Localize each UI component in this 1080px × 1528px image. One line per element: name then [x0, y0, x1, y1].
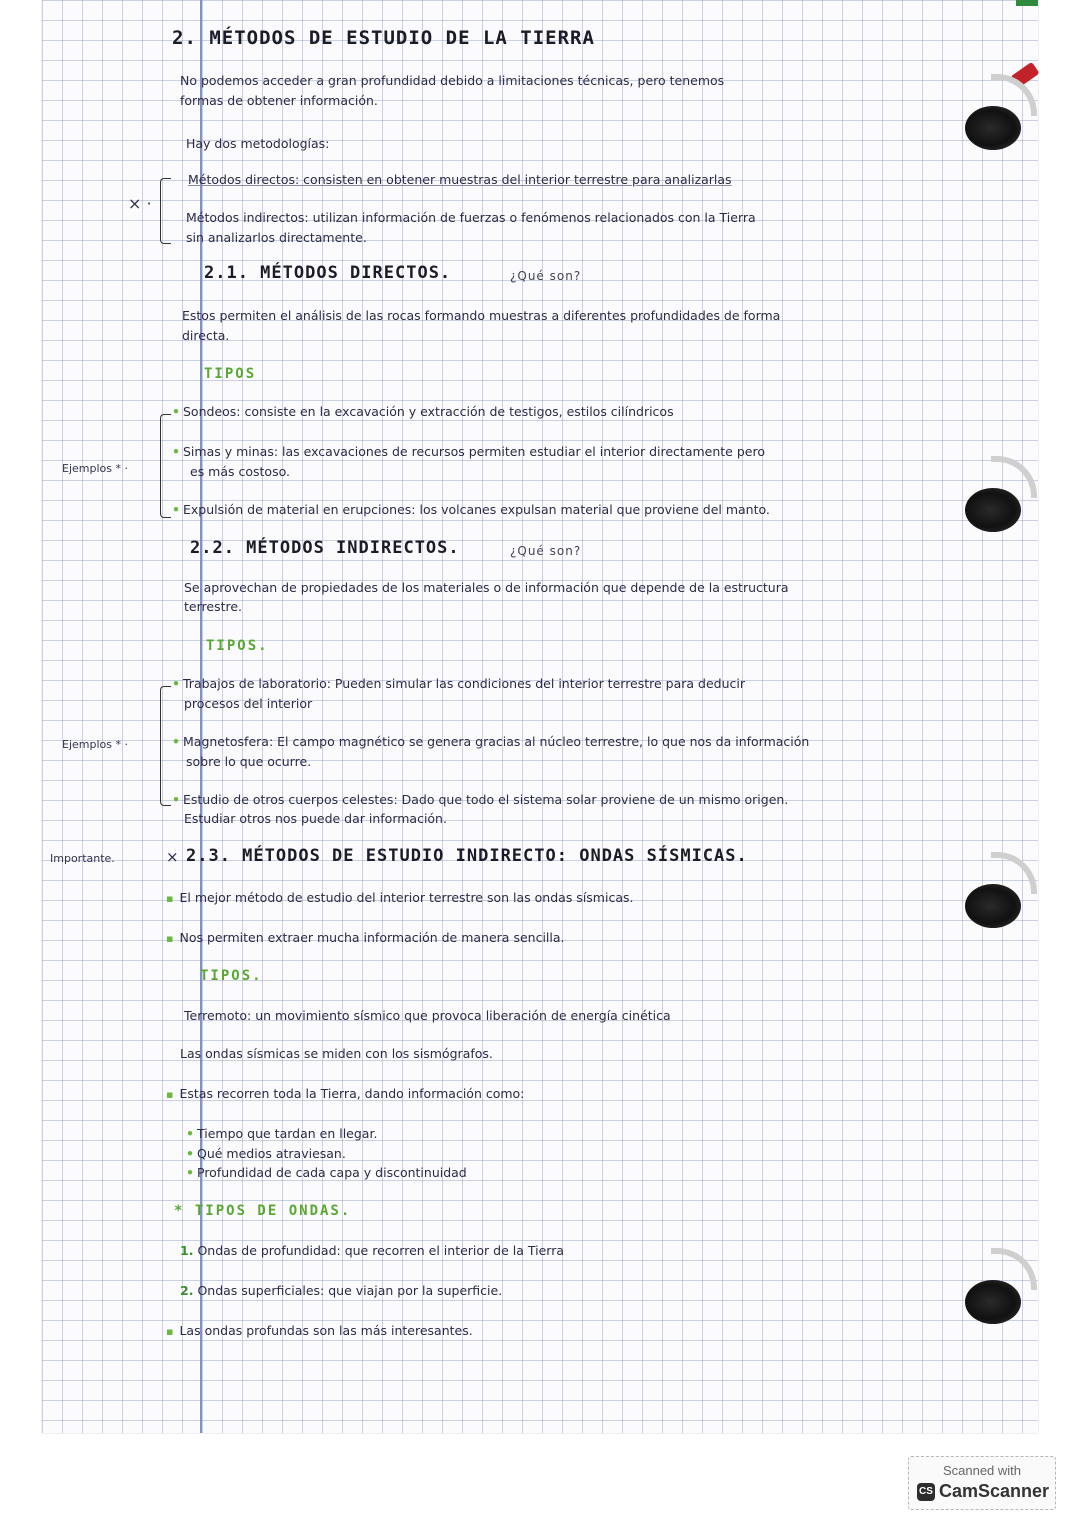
intro-line: No podemos acceder a gran profundidad debido a limitaciones técnicas, pero tenemos [180, 73, 725, 88]
margin-mark: × [166, 848, 179, 866]
definition: Terremoto: un movimiento sísmico que provoca liberación de energía cinética [184, 1008, 671, 1023]
stamp-brand: CamScanner [939, 1481, 1050, 1501]
page-title: 2. MÉTODOS DE ESTUDIO DE LA TIERRA [172, 27, 595, 49]
list-item: ▪ Estas recorren toda la Tierra, dando información como: [166, 1086, 524, 1103]
info-item: • Qué medios atraviesan. [186, 1146, 346, 1162]
wave-type [180, 1243, 564, 1259]
list-item: sobre lo que ocurre. [186, 754, 312, 769]
info-item: • Tiempo que tardan en llegar. [186, 1126, 377, 1142]
list-item: ▪ Las ondas profundas son las más interesantes. [166, 1323, 473, 1340]
section-question: ¿Qué son? [510, 269, 582, 283]
camscanner-stamp [908, 1456, 1056, 1510]
bracket [160, 414, 171, 518]
section-description: Se aprovechan de propiedades de los materiales o de información que depende de la estructura [184, 580, 789, 595]
binder-ring [965, 488, 1021, 532]
tipos-ondas-label: * TIPOS DE ONDAS. [174, 1203, 352, 1219]
bracket [160, 686, 171, 806]
statement: Las ondas sísmicas se miden con los sismógrafos. [180, 1046, 493, 1061]
camscanner-logo-icon: CS [917, 1483, 935, 1501]
section-heading: 2.1. MÉTODOS DIRECTOS. [204, 263, 452, 283]
wave-type [180, 1283, 502, 1299]
margin-mark: Ejemplos * · [62, 738, 128, 751]
indirect-methods-definition: sin analizarlos directamente. [186, 230, 367, 245]
tipos-label: TIPOS. [200, 968, 263, 984]
margin-mark: Ejemplos * · [62, 462, 128, 475]
wave-number: 1. [180, 1243, 194, 1258]
section-description: directa. [182, 328, 230, 343]
binder-clip [1016, 0, 1038, 6]
wave-description: Ondas de profundidad: que recorren el interior de la Tierra [197, 1243, 564, 1258]
section-question: ¿Qué son? [510, 544, 582, 558]
bracket [160, 178, 171, 244]
section-heading: 2.2. MÉTODOS INDIRECTOS. [190, 538, 460, 558]
margin-mark: × · [128, 194, 152, 213]
methodologies-intro: Hay dos metodologías: [186, 136, 330, 151]
section-heading: 2.3. MÉTODOS DE ESTUDIO INDIRECTO: ONDAS SÍSMICAS. [186, 846, 748, 866]
section-description: Estos permiten el análisis de las rocas formando muestras a diferentes profundidades de forma [182, 308, 781, 323]
binder-ring [965, 884, 1021, 928]
info-item: • Profundidad de cada capa y discontinuidad [186, 1165, 467, 1181]
list-item: • Simas y minas: las excavaciones de recursos permiten estudiar el interior directamente pero [172, 444, 765, 460]
tipos-label: TIPOS [204, 366, 257, 382]
binder-ring [965, 106, 1021, 150]
list-item: • Sondeos: consiste en la excavación y extracción de testigos, estilos cilíndricos [172, 404, 674, 420]
wave-description: Ondas superficiales: que viajan por la superficie. [197, 1283, 503, 1298]
binder-ring [965, 1280, 1021, 1324]
wave-number: 2. [180, 1283, 194, 1298]
list-item: ▪ El mejor método de estudio del interior terrestre son las ondas sísmicas. [166, 890, 633, 907]
stamp-caption: Scanned with [942, 1463, 1022, 1478]
list-item: Estudiar otros nos puede dar información. [184, 811, 447, 826]
list-item: • Expulsión de material en erupciones: los volcanes expulsan material que proviene del manto. [172, 502, 770, 518]
list-item: • Trabajos de laboratorio: Pueden simular las condiciones del interior terrestre para deducir [172, 676, 745, 692]
intro-line: formas de obtener información. [180, 93, 378, 108]
list-item: procesos del interior [184, 696, 313, 711]
list-item: ▪ Nos permiten extraer mucha información de manera sencilla. [166, 930, 565, 947]
list-item: es más costoso. [190, 464, 290, 479]
indirect-methods-definition: Métodos indirectos: utilizan información de fuerzas o fenómenos relacionados con la Tierra [186, 210, 756, 225]
list-item: • Magnetosfera: El campo magnético se genera gracias al núcleo terrestre, lo que nos da información [172, 734, 809, 750]
direct-methods-definition: Métodos directos: consisten en obtener muestras del interior terrestre para analizarlas [188, 172, 732, 187]
margin-mark: Importante. [50, 852, 115, 865]
tipos-label: TIPOS. [206, 638, 269, 654]
list-item: • Estudio de otros cuerpos celestes: Dado que todo el sistema solar proviene de un mismo origen. [172, 792, 788, 808]
section-description: terrestre. [184, 599, 243, 614]
